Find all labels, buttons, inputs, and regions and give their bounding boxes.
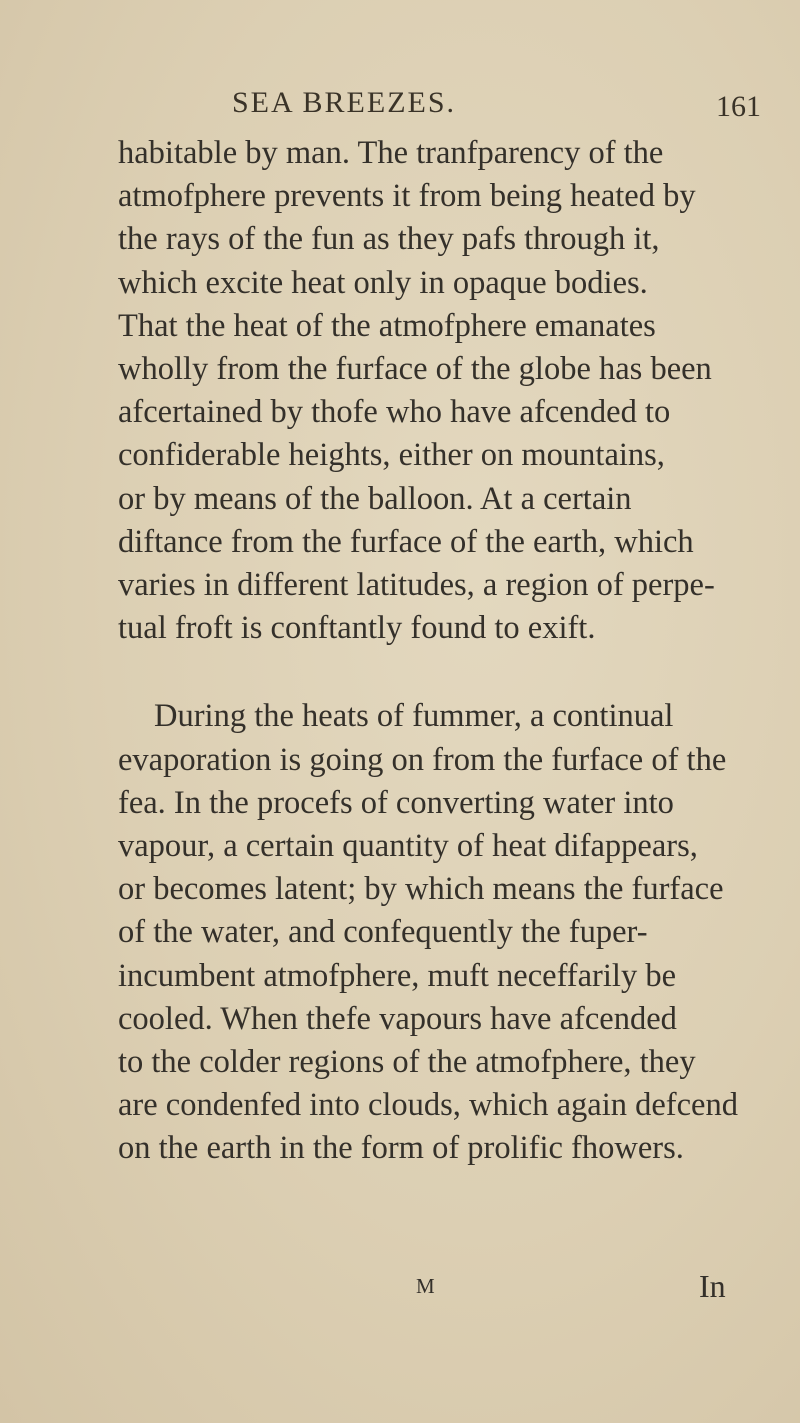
running-head: [0, 86, 800, 126]
text-line: afcertained by thofe who have afcended to: [118, 394, 671, 431]
text-line: to the colder regions of the atmofphere, they: [118, 1044, 696, 1081]
text-line: of the water, and confequently the fuper-: [118, 914, 648, 951]
text-line: habitable by man. The tranfparency of the: [118, 135, 664, 171]
text-line: confiderable heights, either on mountains,: [118, 437, 665, 474]
page-footer: [0, 1268, 800, 1308]
text-line: vapour, a certain quantity of heat difappears,: [118, 828, 698, 865]
text-line: incumbent atmofphere, muft neceffarily be: [118, 957, 676, 994]
page-number: 161: [716, 90, 761, 123]
text-line: are condenfed into clouds, which again defcend: [118, 1087, 738, 1124]
text-line: diftance from the furface of the earth, which: [118, 523, 694, 560]
text-line: atmofphere prevents it from being heated by: [118, 178, 696, 215]
text-line: the rays of the fun as they pafs through it,: [118, 221, 660, 258]
text-line: or becomes latent; by which means the furface: [118, 871, 724, 908]
running-title: SEA BREEZES.: [232, 86, 457, 119]
text-line: During the heats of fummer, a continual: [154, 698, 674, 735]
catchword: In: [699, 1268, 726, 1304]
text-line: which excite heat only in opaque bodies.: [118, 264, 648, 301]
text-line: tual froft is conftantly found to exift.: [118, 610, 596, 647]
paragraph-1: [118, 132, 800, 650]
text-line: evaporation is going on from the furface of the: [118, 741, 727, 778]
text-line: wholly from the furface of the globe has been: [118, 351, 712, 388]
paragraph-gap: [118, 650, 800, 695]
paragraph-2: [118, 695, 800, 1170]
signature-mark: M: [416, 1274, 436, 1298]
text-line: or by means of the balloon. At a certain: [118, 480, 632, 517]
text-line: fea. In the procefs of converting water into: [118, 784, 674, 821]
text-line: varies in different latitudes, a region of perpe-: [118, 567, 715, 604]
text-line: cooled. When thefe vapours have afcended: [118, 1000, 677, 1037]
body-text: [118, 132, 800, 1171]
text-line: on the earth in the form of prolific fhowers.: [118, 1130, 684, 1167]
text-line: That the heat of the atmofphere emanates: [118, 307, 656, 344]
